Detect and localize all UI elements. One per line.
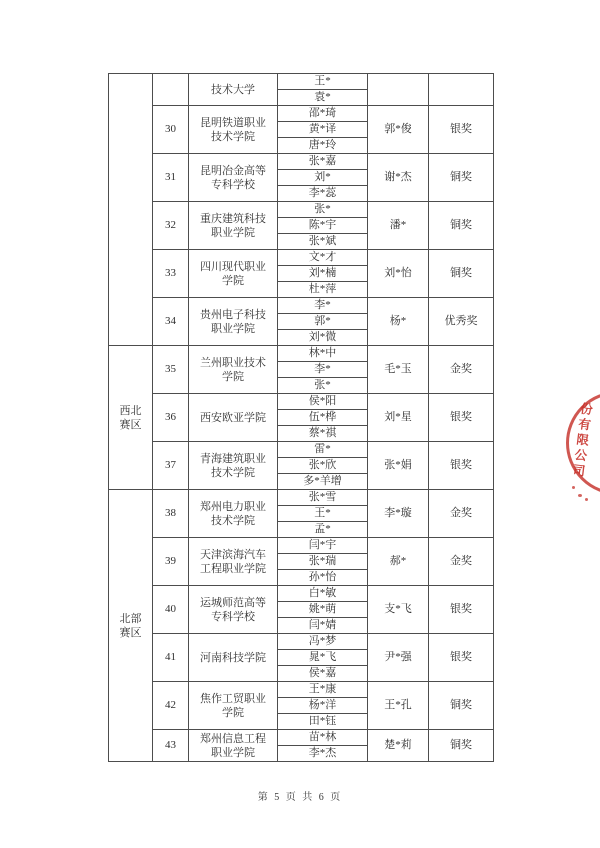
red-seal-text: 份有限公司 (569, 401, 594, 481)
student-name-cell: 杜*萍 (278, 282, 368, 298)
table-row (109, 202, 494, 218)
teacher-name-cell: 刘*星 (368, 394, 429, 442)
student-name-cell: 张*斌 (278, 234, 368, 250)
row-number-cell: 32 (153, 202, 189, 250)
school-cell (189, 106, 278, 154)
red-seal-mark (572, 486, 575, 489)
student-name-cell: 侯*嘉 (278, 666, 368, 682)
award-cell: 铜奖 (429, 154, 494, 202)
teacher-name-cell: 尹*强 (368, 634, 429, 682)
student-name-cell: 陈*宇 (278, 218, 368, 234)
school-cell-label: 技术大学 (211, 83, 255, 96)
school-cell (189, 538, 278, 586)
student-name-cell: 王*康 (278, 682, 368, 698)
region-cell-label: 北部赛区 (119, 612, 142, 639)
student-name-cell: 文*才 (278, 250, 368, 266)
school-cell (189, 346, 278, 394)
row-number-cell: 39 (153, 538, 189, 586)
award-cell: 银奖 (429, 106, 494, 154)
table-row (109, 730, 494, 746)
school-cell (189, 298, 278, 346)
student-name-cell: 蔡*祺 (278, 426, 368, 442)
table-row (109, 442, 494, 458)
student-name-cell: 苗*林 (278, 730, 368, 746)
student-name-cell: 郭* (278, 314, 368, 330)
student-name-cell: 晁*飞 (278, 650, 368, 666)
teacher-name-cell: 张*娟 (368, 442, 429, 490)
school-cell-label: 郑州电力职业技术学院 (200, 500, 266, 527)
student-name-cell: 刘*微 (278, 330, 368, 346)
student-name-cell: 闫*婧 (278, 618, 368, 634)
school-cell (189, 394, 278, 442)
page-number-footer: 第 5 页 共 6 页 (257, 792, 343, 803)
teacher-name-cell: 支*飞 (368, 586, 429, 634)
region-cell (109, 490, 153, 762)
school-cell-label: 焦作工贸职业学院 (200, 692, 266, 719)
row-number-cell: 30 (153, 106, 189, 154)
school-cell-label: 昆明冶金高等专科学校 (200, 164, 266, 191)
row-number-cell: 34 (153, 298, 189, 346)
table-row (109, 538, 494, 554)
region-cell-label: 西北赛区 (119, 404, 142, 431)
award-cell: 铜奖 (429, 730, 494, 762)
student-name-cell: 张* (278, 202, 368, 218)
award-cell: 银奖 (429, 442, 494, 490)
region-cell (109, 74, 153, 346)
row-number-cell: 41 (153, 634, 189, 682)
teacher-name-cell: 刘*怡 (368, 250, 429, 298)
student-name-cell: 李*杰 (278, 746, 368, 762)
teacher-name-cell: 郭*俊 (368, 106, 429, 154)
school-cell-label: 运城师范高等专科学校 (200, 596, 266, 623)
award-cell: 银奖 (429, 394, 494, 442)
school-cell-label: 四川现代职业学院 (200, 260, 266, 287)
student-name-cell: 邵*琦 (278, 106, 368, 122)
red-seal-mark (585, 498, 588, 501)
row-number-cell: 38 (153, 490, 189, 538)
student-name-cell: 孙*怡 (278, 570, 368, 586)
teacher-name-cell: 潘* (368, 202, 429, 250)
table-row (109, 346, 494, 362)
row-number-cell (153, 74, 189, 106)
student-name-cell: 李* (278, 362, 368, 378)
student-name-cell: 王* (278, 74, 368, 90)
student-name-cell: 白*敏 (278, 586, 368, 602)
school-cell-label: 贵州电子科技职业学院 (200, 308, 266, 335)
school-cell-label: 西安欧亚学院 (200, 411, 266, 424)
student-name-cell: 李*蕊 (278, 186, 368, 202)
region-cell (109, 346, 153, 490)
school-cell (189, 202, 278, 250)
teacher-name-cell: 毛*玉 (368, 346, 429, 394)
row-number-cell: 40 (153, 586, 189, 634)
student-name-cell: 杨*洋 (278, 698, 368, 714)
student-name-cell: 刘*楠 (278, 266, 368, 282)
awards-table (108, 73, 494, 762)
school-cell-label: 重庆建筑科技职业学院 (200, 212, 266, 239)
student-name-cell: 雷* (278, 442, 368, 458)
school-cell-label: 河南科技学院 (200, 651, 266, 664)
student-name-cell: 张*瑞 (278, 554, 368, 570)
school-cell (189, 634, 278, 682)
row-number-cell: 33 (153, 250, 189, 298)
award-cell: 金奖 (429, 490, 494, 538)
award-cell (429, 74, 494, 106)
teacher-name-cell: 王*孔 (368, 682, 429, 730)
student-name-cell: 伍*桦 (278, 410, 368, 426)
row-number-cell: 31 (153, 154, 189, 202)
student-name-cell: 张*雪 (278, 490, 368, 506)
student-name-cell: 冯*梦 (278, 634, 368, 650)
school-cell (189, 730, 278, 762)
row-number-cell: 36 (153, 394, 189, 442)
student-name-cell: 袁* (278, 90, 368, 106)
student-name-cell: 刘* (278, 170, 368, 186)
school-cell (189, 586, 278, 634)
teacher-name-cell: 郝* (368, 538, 429, 586)
student-name-cell: 张*欣 (278, 458, 368, 474)
award-cell: 银奖 (429, 586, 494, 634)
school-cell (189, 682, 278, 730)
award-cell: 铜奖 (429, 682, 494, 730)
teacher-name-cell (368, 74, 429, 106)
award-cell: 金奖 (429, 346, 494, 394)
red-seal-mark (578, 494, 582, 497)
table-row (109, 634, 494, 650)
table-row (109, 250, 494, 266)
school-cell-label: 天津滨海汽车工程职业学院 (200, 548, 266, 575)
student-name-cell: 林*中 (278, 346, 368, 362)
row-number-cell: 43 (153, 730, 189, 762)
award-cell: 铜奖 (429, 202, 494, 250)
student-name-cell: 张* (278, 378, 368, 394)
student-name-cell: 王* (278, 506, 368, 522)
student-name-cell: 李* (278, 298, 368, 314)
school-cell-label: 昆明铁道职业技术学院 (200, 116, 266, 143)
award-cell: 金奖 (429, 538, 494, 586)
award-cell: 银奖 (429, 634, 494, 682)
student-name-cell: 唐*玲 (278, 138, 368, 154)
table-row (109, 74, 494, 90)
student-name-cell: 张*嘉 (278, 154, 368, 170)
row-number-cell: 35 (153, 346, 189, 394)
teacher-name-cell: 李*璇 (368, 490, 429, 538)
school-cell (189, 250, 278, 298)
award-cell: 铜奖 (429, 250, 494, 298)
student-name-cell: 田*钰 (278, 714, 368, 730)
award-cell: 优秀奖 (429, 298, 494, 346)
teacher-name-cell: 楚*莉 (368, 730, 429, 762)
row-number-cell: 37 (153, 442, 189, 490)
school-cell (189, 442, 278, 490)
table-row (109, 682, 494, 698)
awards-table-body (109, 74, 494, 762)
student-name-cell: 多*羊增 (278, 474, 368, 490)
student-name-cell: 姚*萌 (278, 602, 368, 618)
table-row (109, 394, 494, 410)
student-name-cell: 侯*阳 (278, 394, 368, 410)
table-row (109, 586, 494, 602)
table-row (109, 298, 494, 314)
student-name-cell: 黄*译 (278, 122, 368, 138)
table-row (109, 154, 494, 170)
teacher-name-cell: 谢*杰 (368, 154, 429, 202)
school-cell (189, 154, 278, 202)
row-number-cell: 42 (153, 682, 189, 730)
student-name-cell: 闫*宇 (278, 538, 368, 554)
school-cell-label: 兰州职业技术学院 (200, 356, 266, 383)
table-row (109, 490, 494, 506)
school-cell (189, 74, 278, 106)
school-cell-label: 郑州信息工程职业学院 (200, 732, 266, 759)
table-row (109, 106, 494, 122)
student-name-cell: 孟* (278, 522, 368, 538)
school-cell (189, 490, 278, 538)
teacher-name-cell: 杨* (368, 298, 429, 346)
school-cell-label: 青海建筑职业技术学院 (200, 452, 266, 479)
